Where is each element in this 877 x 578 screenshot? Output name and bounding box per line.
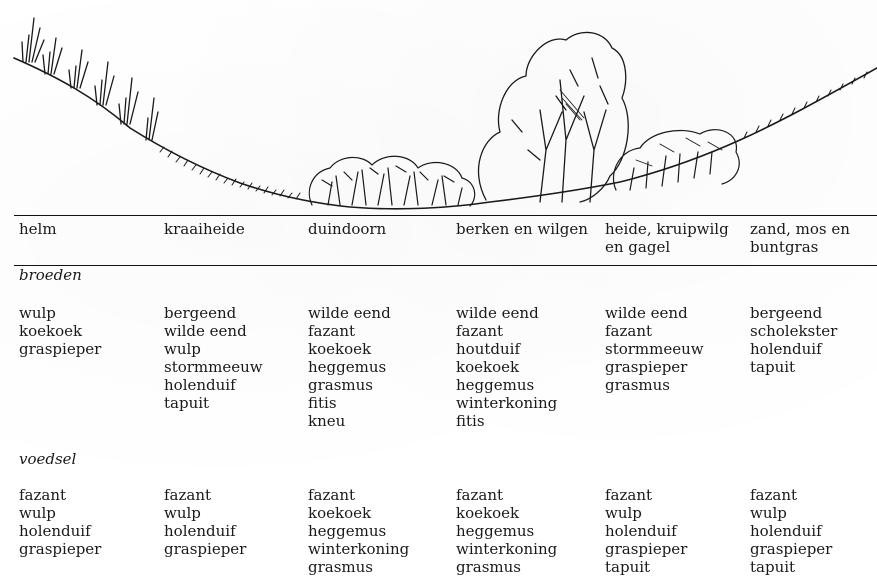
- bird-name: fitis: [456, 412, 485, 430]
- bird-name: koekoek: [456, 358, 520, 376]
- bird-name: koekoek: [308, 340, 372, 358]
- bird-name: fazant: [308, 322, 356, 340]
- bird-name: graspieper: [164, 540, 247, 558]
- bird-name: winterkoning: [308, 540, 410, 558]
- bird-name: heggemus: [456, 376, 535, 394]
- breeding-column: [308, 304, 453, 430]
- bird-name: holenduif: [750, 522, 822, 540]
- bird-name: fazant: [605, 322, 653, 340]
- section-label-voedsel: voedsel: [19, 450, 77, 468]
- bird-name: graspieper: [605, 358, 688, 376]
- bird-name: wulp: [164, 340, 201, 358]
- breeding-column: [164, 304, 309, 412]
- bird-name: fazant: [19, 486, 67, 504]
- bird-name: wilde eend: [164, 322, 247, 340]
- bird-name: wulp: [164, 504, 201, 522]
- bird-name: holenduif: [750, 340, 822, 358]
- breeding-column: [456, 304, 601, 430]
- bird-name: graspieper: [605, 540, 688, 558]
- bird-name: winterkoning: [456, 540, 558, 558]
- bird-name: winterkoning: [456, 394, 558, 412]
- bird-name: fazant: [605, 486, 653, 504]
- habitat-duindoorn: duindoorn: [308, 220, 387, 238]
- bird-name: grasmus: [605, 376, 670, 394]
- habitat-helm: helm: [19, 220, 57, 238]
- food-column: [750, 486, 877, 576]
- bird-name: koekoek: [456, 504, 520, 522]
- bird-name: fitis: [308, 394, 337, 412]
- breeding-column: [19, 304, 164, 358]
- bird-name: fazant: [308, 486, 356, 504]
- breeding-column: [605, 304, 750, 394]
- bird-name: graspieper: [19, 540, 102, 558]
- bird-name: heggemus: [308, 522, 387, 540]
- bird-name: stormmeeuw: [605, 340, 704, 358]
- bird-name: tapuit: [750, 558, 796, 576]
- bird-name: holenduif: [19, 522, 91, 540]
- food-column: [164, 486, 309, 558]
- bird-name: tapuit: [164, 394, 210, 412]
- bird-name: scholekster: [750, 322, 838, 340]
- bird-name: wilde eend: [605, 304, 688, 322]
- bird-name: grasmus: [456, 558, 521, 576]
- bird-name: wilde eend: [308, 304, 391, 322]
- bird-name: fazant: [164, 486, 212, 504]
- bird-name: wulp: [19, 304, 56, 322]
- bird-name: holenduif: [164, 522, 236, 540]
- table-top-rule: [14, 215, 877, 216]
- bird-name: wulp: [750, 504, 787, 522]
- bird-name: koekoek: [19, 322, 83, 340]
- bird-name: grasmus: [308, 558, 373, 576]
- food-column: [19, 486, 164, 558]
- section-label-broeden: broeden: [19, 266, 82, 284]
- food-column: [308, 486, 453, 576]
- bird-name: koekoek: [308, 504, 372, 522]
- bird-name: fazant: [456, 322, 504, 340]
- bird-name: tapuit: [750, 358, 796, 376]
- habitat-header-row: [0, 220, 877, 262]
- bird-name: wulp: [605, 504, 642, 522]
- habitat-kraaiheide: kraaiheide: [164, 220, 245, 238]
- bird-name: wulp: [19, 504, 56, 522]
- habitat-heide-kruipwilg-gagel: heide, kruipwilg en gagel: [605, 220, 729, 256]
- bird-name: holenduif: [164, 376, 236, 394]
- bird-name: heggemus: [308, 358, 387, 376]
- bird-name: tapuit: [605, 558, 651, 576]
- bird-name: graspieper: [750, 540, 833, 558]
- bird-name: bergeend: [750, 304, 823, 322]
- bird-name: fazant: [750, 486, 798, 504]
- dune-cross-section-illustration: [0, 0, 877, 215]
- bird-name: holenduif: [605, 522, 677, 540]
- food-column: [456, 486, 601, 576]
- bird-name: bergeend: [164, 304, 237, 322]
- food-column: [605, 486, 750, 576]
- bird-name: houtduif: [456, 340, 520, 358]
- habitat-berken-en-wilgen: berken en wilgen: [456, 220, 588, 238]
- table-header-rule: [14, 265, 877, 266]
- bird-name: fazant: [456, 486, 504, 504]
- habitat-zand-mos-buntgras: zand, mos en buntgras: [750, 220, 850, 256]
- bird-name: kneu: [308, 412, 346, 430]
- bird-name: graspieper: [19, 340, 102, 358]
- bird-name: grasmus: [308, 376, 373, 394]
- bird-name: stormmeeuw: [164, 358, 263, 376]
- bird-name: wilde eend: [456, 304, 539, 322]
- bird-name: heggemus: [456, 522, 535, 540]
- breeding-column: [750, 304, 877, 376]
